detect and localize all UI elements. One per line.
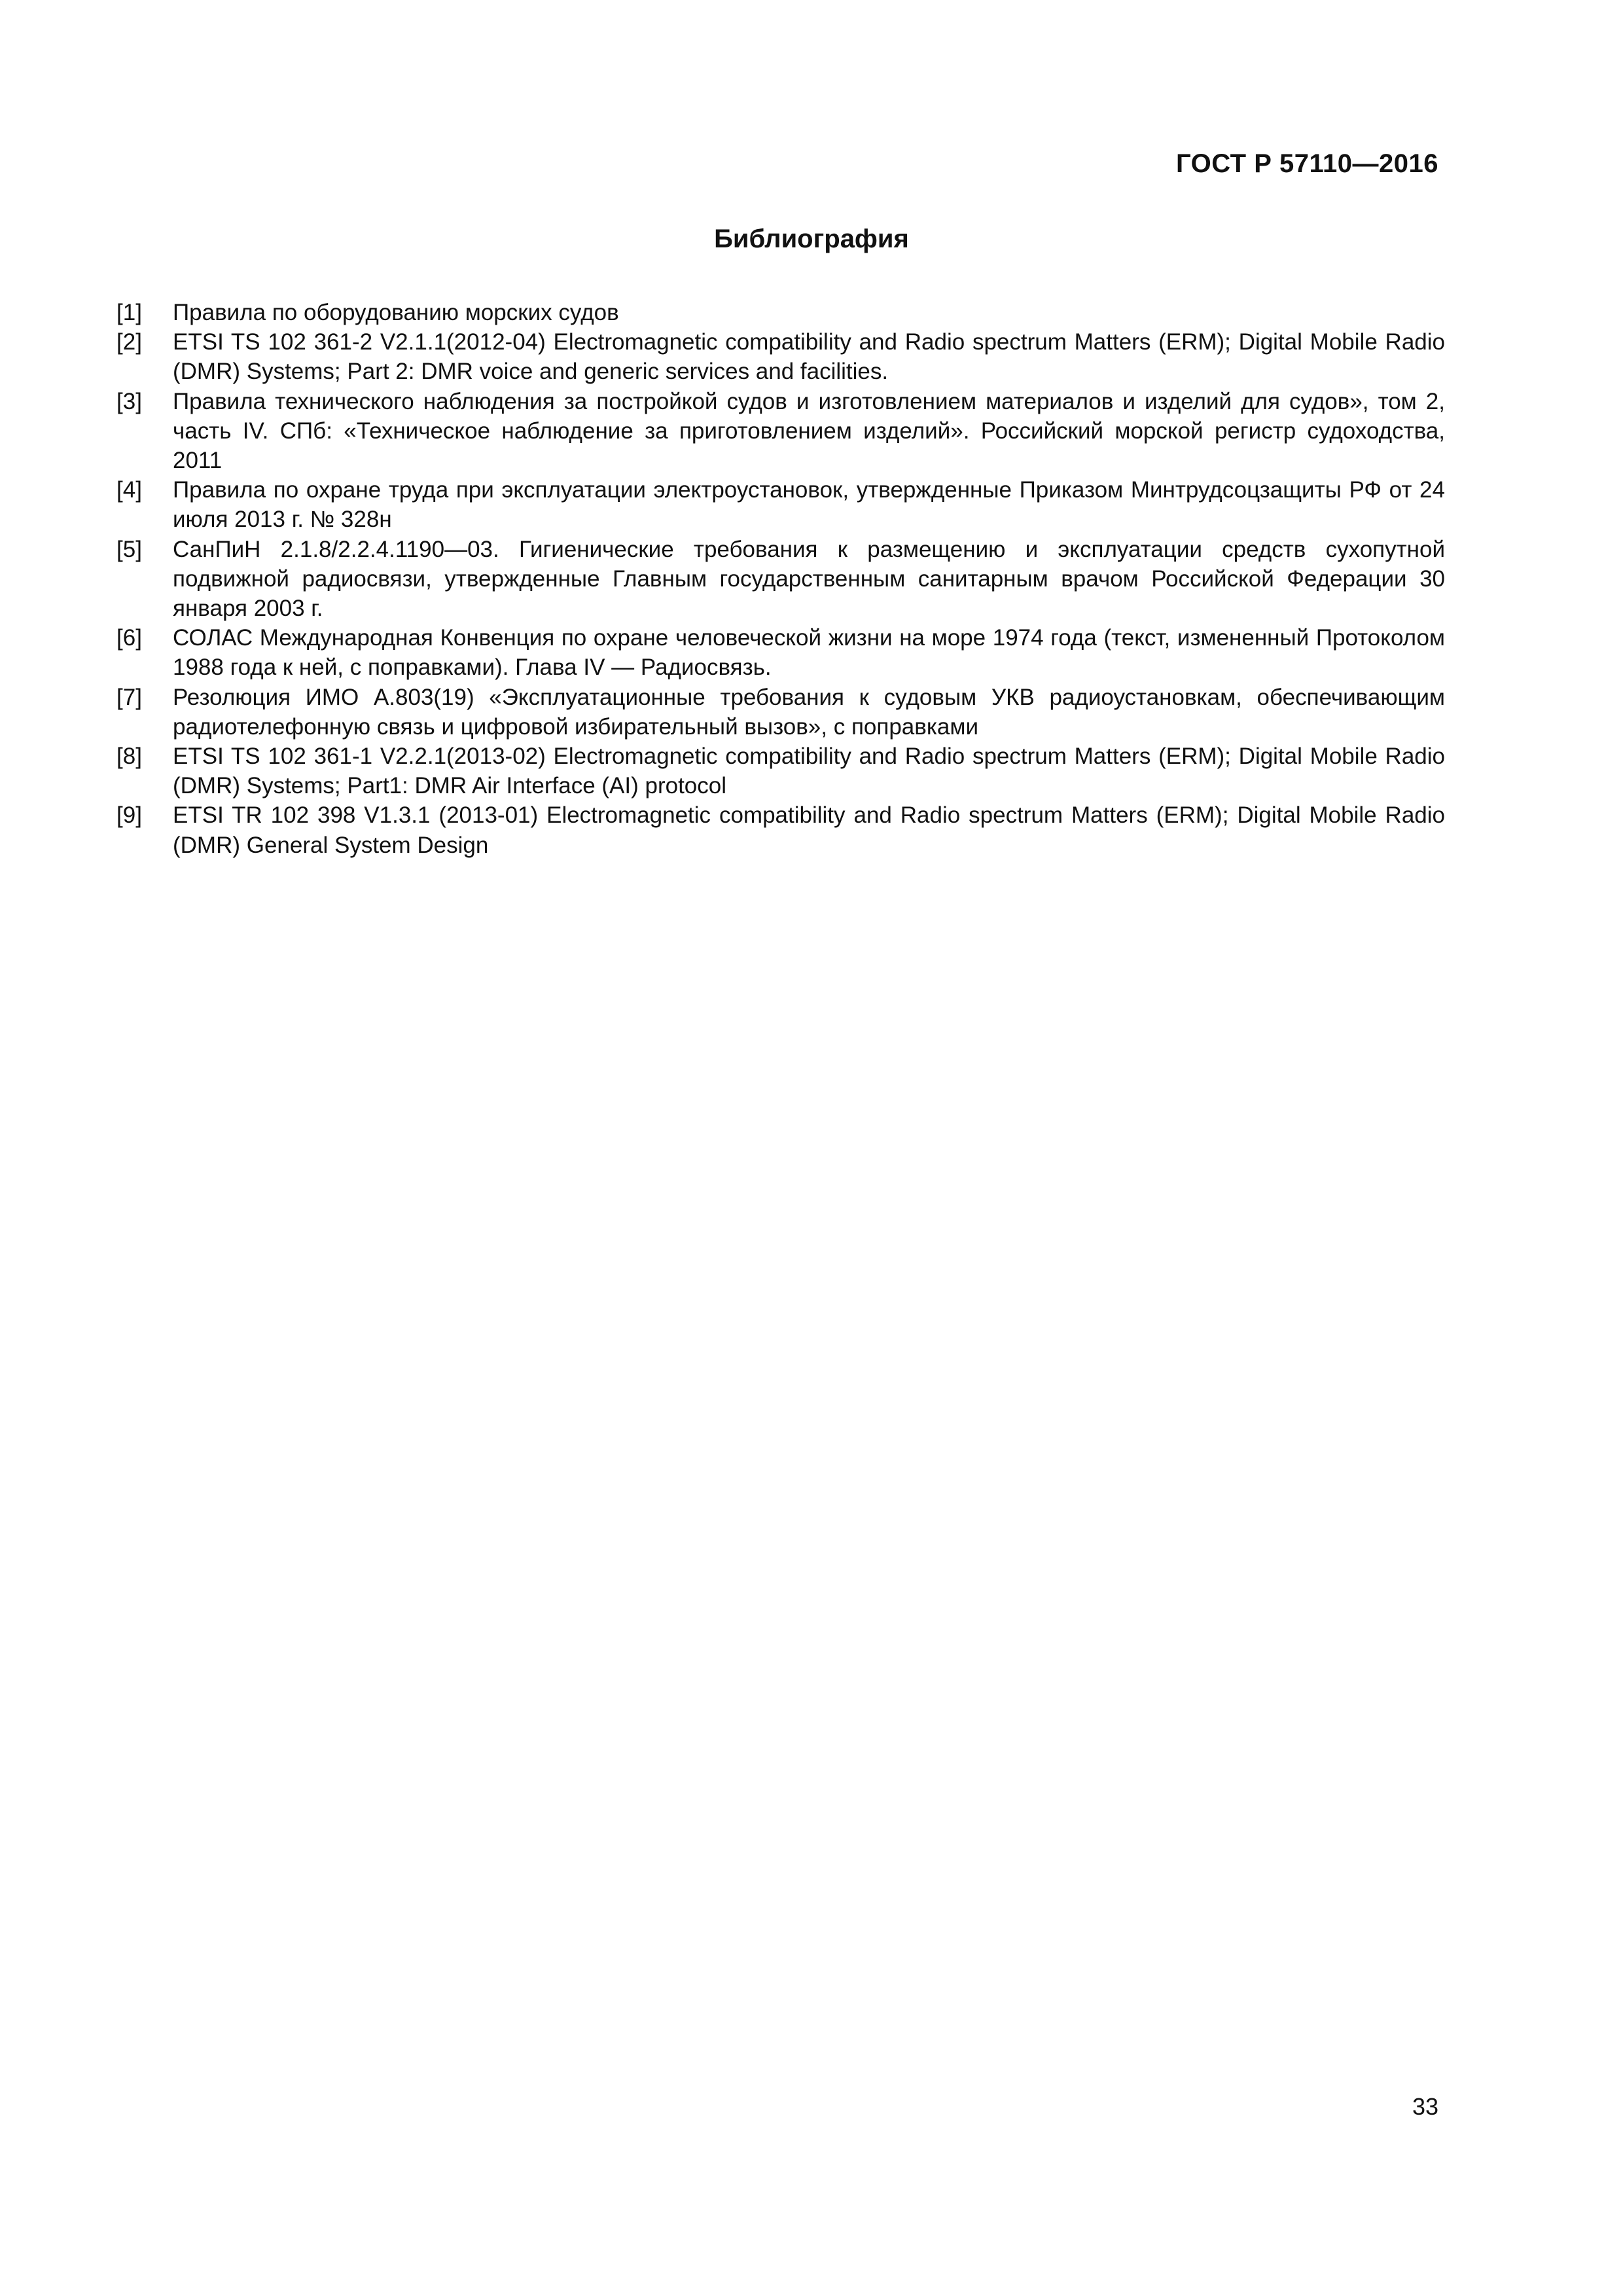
- bibliography-item-text: СОЛАС Международная Конвенция по охране человеческой жизни на море 1974 года (текст, измененный Протоколом 1988 года к ней, с поправками). Глава IV — Радиосвязь.: [173, 625, 1445, 681]
- bibliography-item-number: [7]: [116, 684, 142, 710]
- bibliography-item-number: [4]: [116, 477, 142, 503]
- bibliography-item: [116, 298, 1445, 327]
- bibliography-item-text: Правила по оборудованию морских судов: [173, 300, 619, 325]
- bibliography-item: [116, 683, 1445, 742]
- bibliography-item-text: ETSI TR 102 398 V1.3.1 (2013-01) Electromagnetic compatibility and Radio spectrum Matters (ERM); Digital Mobile Radio (DMR) General System Design: [173, 802, 1445, 858]
- bibliography-item: [116, 387, 1445, 476]
- bibliography-list: [116, 298, 1445, 860]
- bibliography-item-number: [8]: [116, 744, 142, 770]
- bibliography-item-text: ETSI TS 102 361-2 V2.1.1(2012-04) Electromagnetic compatibility and Radio spectrum Matters (ERM); Digital Mobile Radio (DMR) Systems; Part 2: DMR voice and generic services and facilities.: [173, 329, 1445, 385]
- bibliography-item-text: СанПиН 2.1.8/2.2.4.1190—03. Гигиенические требования к размещению и эксплуатации средств сухопутной подвижной радиосвязи, утвержденные Главным государственным санитарным врачом Российской Федерации 30 января 2003 г.: [173, 536, 1445, 622]
- bibliography-item: [116, 623, 1445, 682]
- bibliography-item-text: Резолюция ИМО А.803(19) «Эксплуатационные требования к судовым УКВ радиоустановкам, обеспечивающим радиотелефонную связь и цифровой избирательный вызов», с поправками: [173, 684, 1445, 740]
- bibliography-item: [116, 327, 1445, 386]
- bibliography-item-number: [6]: [116, 625, 142, 651]
- bibliography-item-number: [2]: [116, 329, 142, 355]
- bibliography-item-text: Правила по охране труда при эксплуатации электроустановок, утвержденные Приказом Минтрудсоцзащиты РФ от 24 июля 2013 г. № 328н: [173, 477, 1445, 533]
- bibliography-item: [116, 742, 1445, 800]
- bibliography-item-text: ETSI TS 102 361-1 V2.2.1(2013-02) Electromagnetic compatibility and Radio spectrum Matters (ERM); Digital Mobile Radio (DMR) Systems; Part1: DMR Air Interface (AI) protocol: [173, 744, 1445, 799]
- page-number: 33: [1412, 2093, 1438, 2120]
- bibliography-item: [116, 800, 1445, 859]
- bibliography-item: [116, 535, 1445, 624]
- bibliography-item-number: [9]: [116, 802, 142, 829]
- bibliography-item-number: [1]: [116, 300, 142, 325]
- document-code: ГОСТ Р 57110—2016: [1176, 149, 1438, 178]
- bibliography-item-number: [5]: [116, 536, 142, 562]
- bibliography-title: Библиография: [714, 224, 909, 253]
- bibliography-item-number: [3]: [116, 388, 142, 414]
- bibliography-item-text: Правила технического наблюдения за постройкой судов и изготовлением материалов и изделий для судов», том 2, часть IV. СПб: «Техническое наблюдение за приготовлением изделий». Российский морской регистр судоходства, 2011: [173, 388, 1445, 474]
- bibliography-item: [116, 475, 1445, 534]
